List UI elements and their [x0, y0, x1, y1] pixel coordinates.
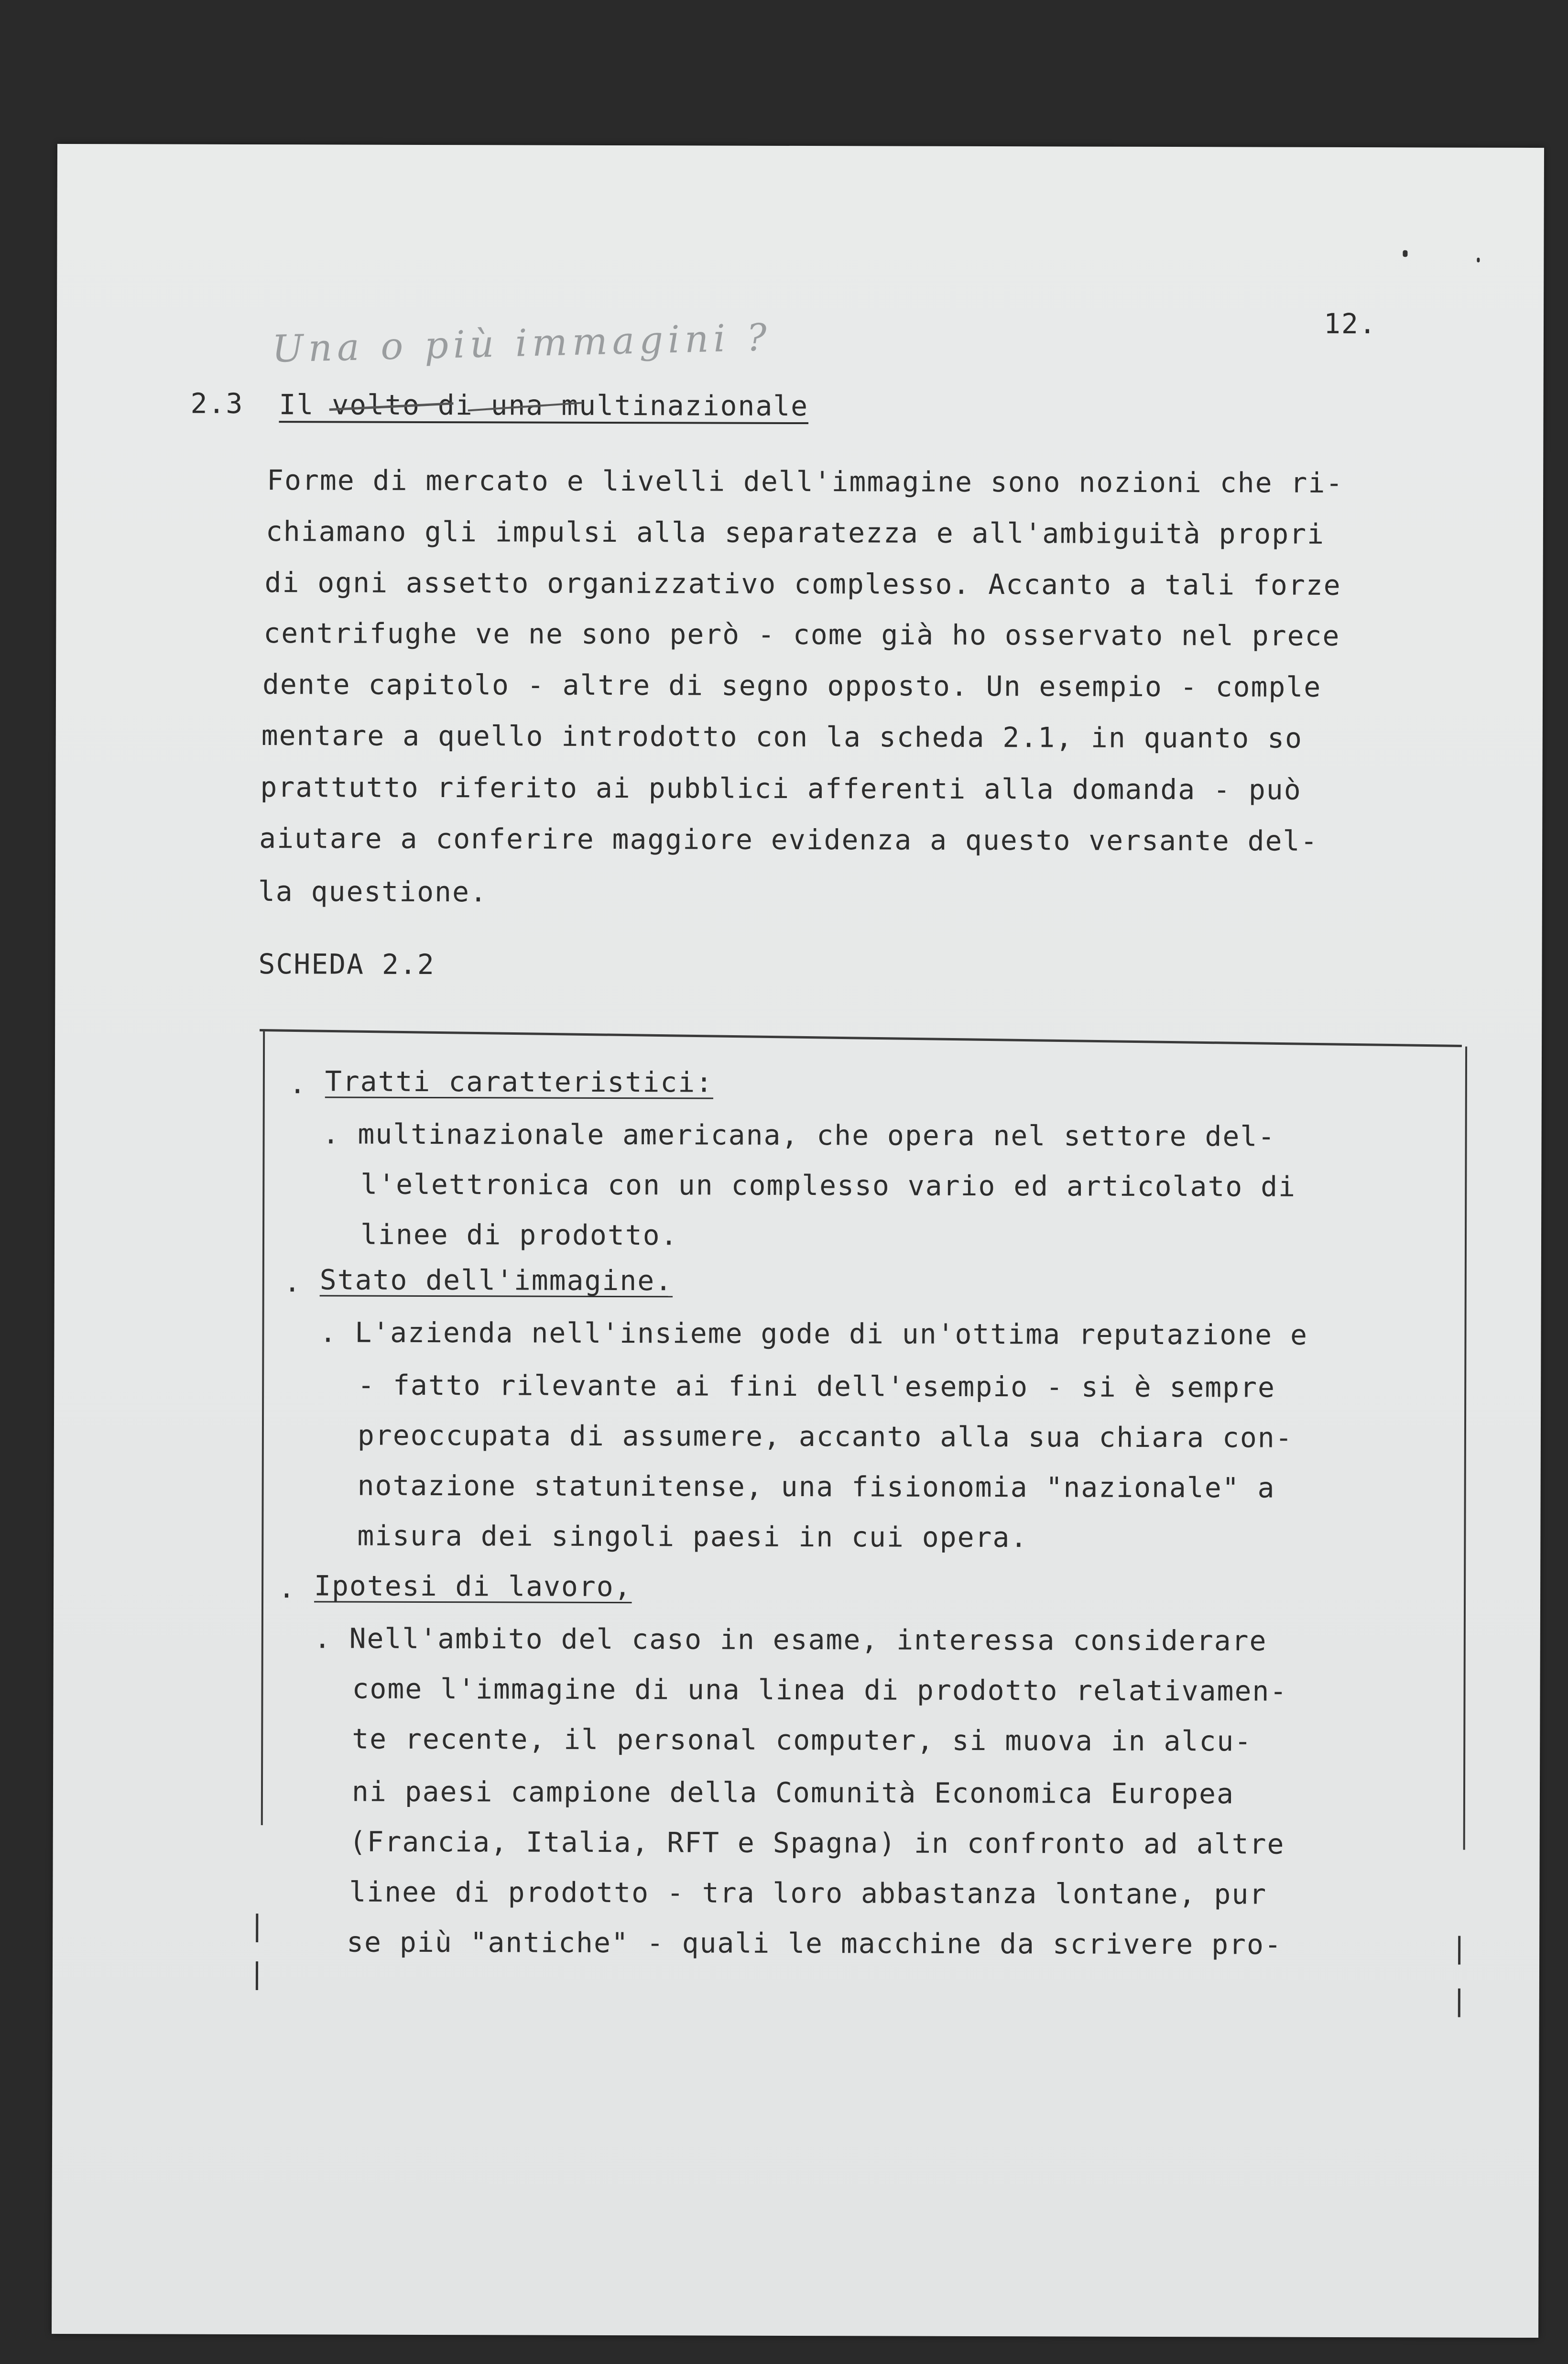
section-line: (Francia, Italia, RFT e Spagna) in confronto ad altre	[349, 1825, 1285, 1861]
section-line: linee di prodotto.	[360, 1218, 678, 1252]
section-line: preoccupata di assumere, accanto alla sua chiara con-	[357, 1419, 1293, 1454]
intro-line: mentare a quello introdotto con la scheda 2.1, in quanto so	[261, 719, 1303, 755]
section-bullet: .	[278, 1572, 296, 1605]
intro-line: aiutare a conferire maggiore evidenza a questo versante del-	[259, 822, 1318, 857]
section-line: - fatto rilevante ai fini dell'esempio - si è sempre	[358, 1368, 1276, 1404]
margin-mark	[1458, 1989, 1460, 2017]
handwritten-note: Una o più immagini ?	[272, 316, 772, 371]
intro-line: Forme di mercato e livelli dell'immagine sono nozioni che ri-	[267, 464, 1344, 499]
section-line: come l'immagine di una linea di prodotto relativamen-	[352, 1672, 1288, 1707]
box-top-border	[260, 1029, 1462, 1047]
typewritten-page	[52, 144, 1544, 2338]
section-line: notazione statunitense, una fisionomia "nazionale" a	[357, 1469, 1275, 1504]
section-bullet: .	[289, 1067, 307, 1100]
intro-line: di ogni assetto organizzativo complesso. Accanto a tali forze	[264, 566, 1341, 602]
intro-line: la questione.	[258, 875, 488, 908]
section-line: linee di prodotto - tra loro abbastanza lontane, pur	[349, 1875, 1267, 1911]
margin-mark	[256, 1961, 258, 1990]
section-heading: Stato dell'immagine.	[319, 1263, 673, 1297]
section-line: l'elettronica con un complesso vario ed articolato di	[360, 1168, 1296, 1203]
section-line: . L'azienda nell'insieme gode di un'ottima reputazione e	[319, 1316, 1308, 1351]
section-title: Il volto di una multinazionale	[279, 388, 809, 423]
intro-line: dente capitolo - altre di segno opposto. Un esempio - comple	[262, 668, 1322, 703]
margin-mark	[256, 1914, 258, 1942]
paper-speck	[1477, 258, 1480, 263]
section-line: ni paesi campione della Comunità Economica Europea	[351, 1775, 1235, 1810]
intro-line: prattutto riferito ai pubblici afferenti alla domanda - può	[260, 771, 1302, 806]
section-line: se più "antiche" - quali le macchine da scrivere pro-	[347, 1926, 1282, 1961]
section-line: misura dei singoli paesi in cui opera.	[357, 1519, 1028, 1554]
section-heading: Ipotesi di lavoro,	[314, 1569, 632, 1603]
intro-line: centrifughe ve ne sono però - come già ho osservato nel prece	[263, 617, 1340, 652]
scheda-label: SCHEDA 2.2	[258, 948, 435, 981]
section-heading: Tratti caratteristici:	[325, 1065, 714, 1099]
paper-speck	[1403, 250, 1407, 257]
page-number: 12.	[1323, 307, 1377, 340]
margin-mark	[1458, 1936, 1460, 1965]
box-right-border	[1463, 1047, 1467, 1850]
box-left-border	[261, 1031, 265, 1825]
section-line: . Nell'ambito del caso in esame, interessa considerare	[314, 1622, 1267, 1657]
section-line: te recente, il personal computer, si muova in alcu-	[352, 1722, 1252, 1758]
intro-line: chiamano gli impulsi alla separatezza e all'ambiguità propri	[265, 515, 1325, 550]
section-number: 2.3	[190, 387, 244, 420]
section-line: . multinazionale americana, che opera nel settore del-	[322, 1117, 1276, 1153]
section-bullet: .	[283, 1266, 302, 1299]
